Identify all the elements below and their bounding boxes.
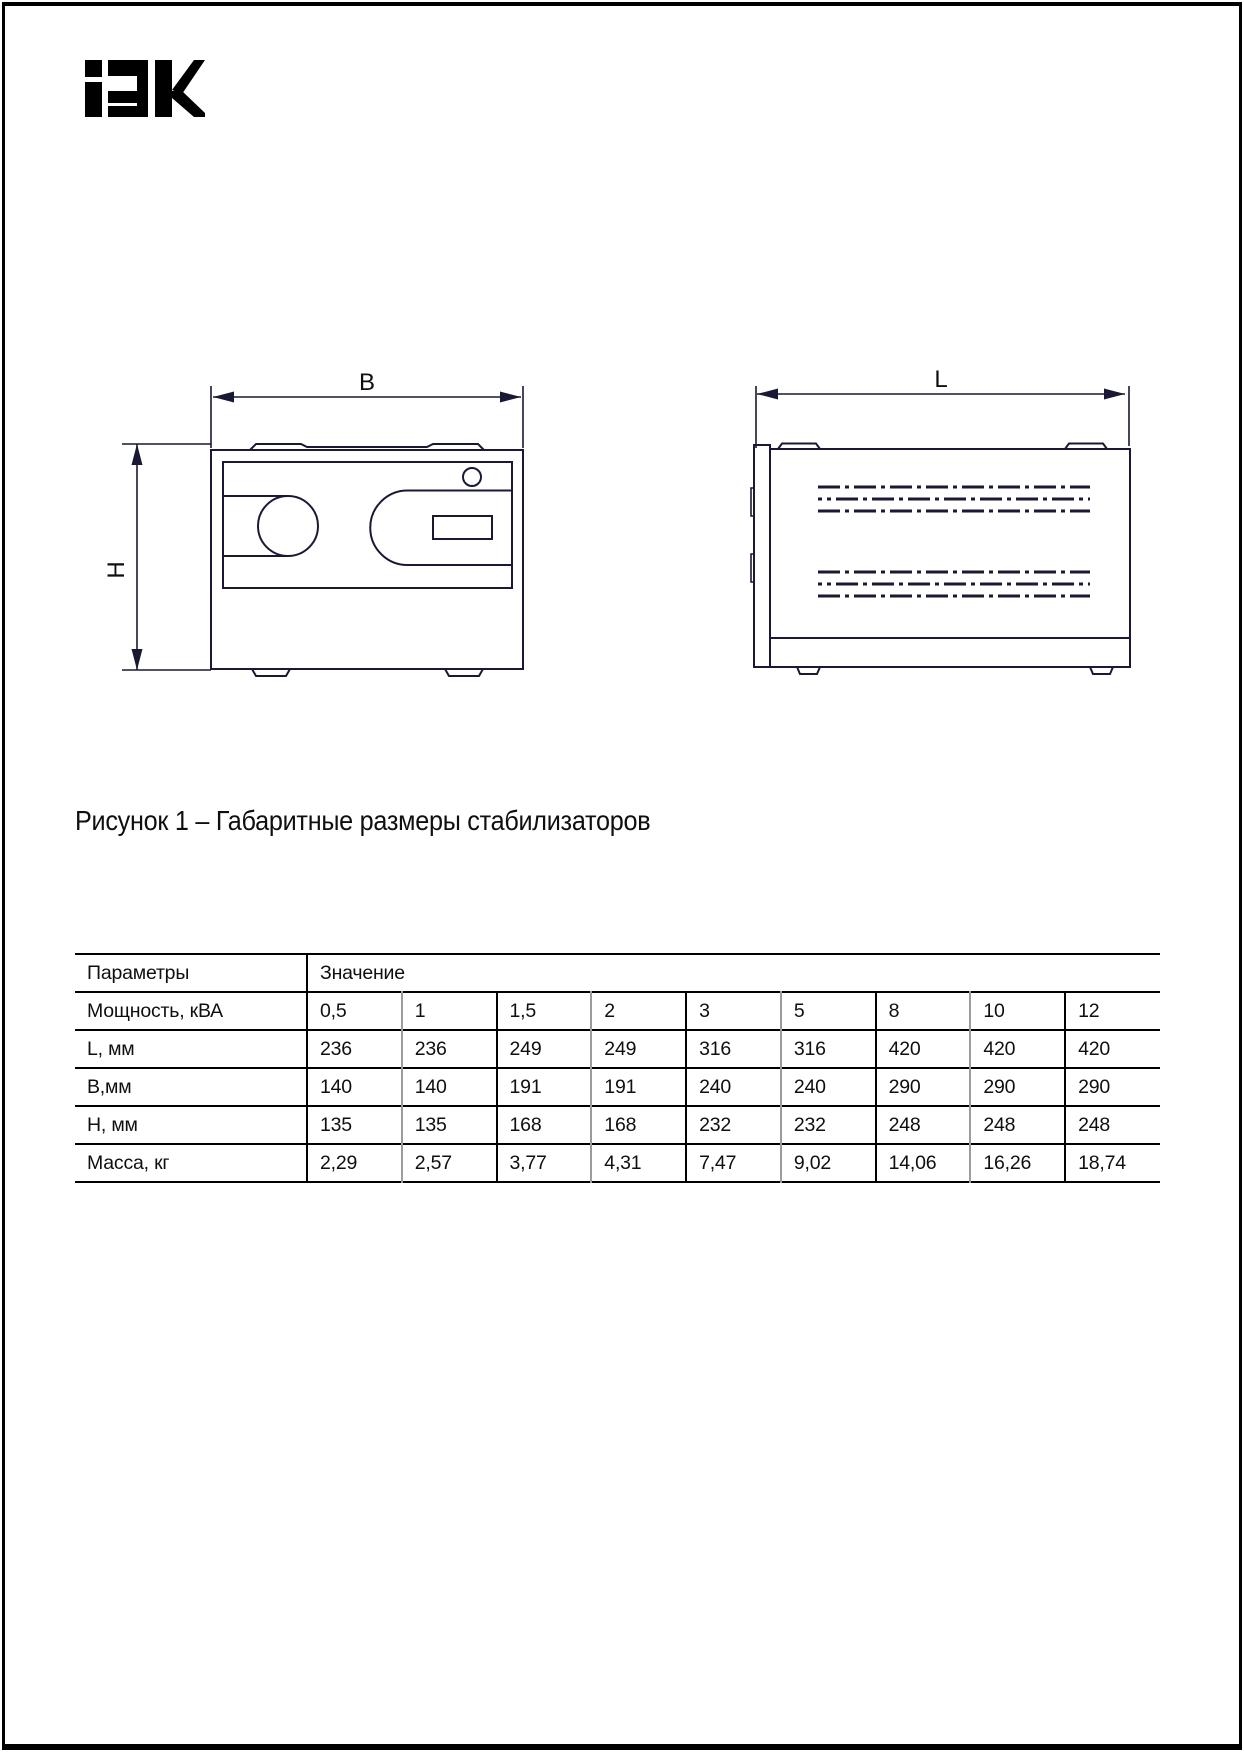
logo-i-dot: [85, 60, 102, 77]
side-front-bezel: [754, 445, 770, 667]
iek-logo-glyphs: [85, 60, 205, 117]
table-cell: 232: [686, 1106, 781, 1144]
dim-label-b: B: [358, 369, 376, 396]
display-window: [433, 516, 492, 539]
table-cell: 420: [970, 1030, 1065, 1068]
table-row-height: [75, 1106, 1160, 1144]
front-view-drawing: [80, 360, 560, 690]
table-cell: 249: [591, 1030, 686, 1068]
table-cell: 249: [497, 1030, 592, 1068]
table-cell: 290: [876, 1068, 971, 1106]
table-cell: 290: [1065, 1068, 1160, 1106]
table-cell: 236: [307, 1030, 402, 1068]
front-enclosure: [211, 450, 523, 669]
value-header-cell: Значение: [307, 954, 1160, 992]
logo-k-stem: [155, 60, 172, 117]
table-cell: 9,02: [781, 1144, 876, 1182]
table-cell: 420: [1065, 1030, 1160, 1068]
table-cell: 10: [970, 992, 1065, 1030]
table-cell: 420: [876, 1030, 971, 1068]
table-cell: 2,57: [402, 1144, 497, 1182]
table-cell: 12: [1065, 992, 1160, 1030]
table-cell: 1: [402, 992, 497, 1030]
dim-l-arrow-right: [1104, 389, 1125, 400]
dim-l-extension-lines: [756, 386, 1129, 448]
table-cell: 140: [307, 1068, 402, 1106]
table-cell: 290: [970, 1068, 1065, 1106]
table-row-power: [75, 992, 1160, 1030]
front-left-foot: [252, 669, 290, 676]
table-cell: 236: [402, 1030, 497, 1068]
table-cell: 140: [402, 1068, 497, 1106]
table-cell: 316: [686, 1030, 781, 1068]
dim-l-arrow-left: [757, 389, 778, 400]
dim-label-h: H: [103, 561, 130, 579]
logo-k-lower-arm: [172, 91, 205, 117]
table-cell: 4,31: [591, 1144, 686, 1182]
table-cell: 0,5: [307, 992, 402, 1030]
table-cell: 14,06: [876, 1144, 971, 1182]
front-view-body: [211, 444, 523, 676]
table-cell: 16,26: [970, 1144, 1065, 1182]
table-cell: 240: [686, 1068, 781, 1106]
figure-caption: Рисунок 1 – Габаритные размеры стабилизаторов: [75, 805, 651, 836]
table-cell: 316: [781, 1030, 876, 1068]
table-row-length: [75, 1030, 1160, 1068]
table-row-mass: [75, 1144, 1160, 1182]
table-header-row: [75, 954, 1160, 992]
iek-logo: [83, 60, 205, 117]
dim-label-l: L: [934, 366, 948, 393]
table-cell: 3: [686, 992, 781, 1030]
table-cell: 135: [402, 1106, 497, 1144]
row-label: Н, мм: [87, 1113, 138, 1136]
table-row-width: [75, 1068, 1160, 1106]
table-cell: 5: [781, 992, 876, 1030]
logo-e-right-stem: [137, 60, 148, 117]
logo-i-stem: [85, 82, 102, 117]
dim-b-arrow-left: [213, 392, 234, 403]
row-label: L, мм: [87, 1037, 135, 1060]
table-cell: 1,5: [497, 992, 592, 1030]
display-bezel: [370, 491, 512, 566]
front-right-foot: [445, 669, 483, 676]
row-label: Мощность, кВА: [87, 999, 223, 1022]
table-cell: 248: [876, 1106, 971, 1144]
side-view-body: [751, 444, 1130, 675]
side-view-dimensions: [756, 386, 1129, 448]
table-cell: 191: [591, 1068, 686, 1106]
table-cell: 191: [497, 1068, 592, 1106]
table-cell: 3,77: [497, 1144, 592, 1182]
table-cell: 232: [781, 1106, 876, 1144]
dim-b-arrow-right: [500, 392, 521, 403]
logo-e-middle-bar: [108, 91, 137, 103]
logo-k-upper-arm: [172, 60, 205, 94]
table-cell: 168: [497, 1106, 592, 1144]
dimensions-table: [75, 953, 1160, 1183]
table-cell: 168: [591, 1106, 686, 1144]
vent-louvres: [818, 487, 1090, 596]
side-view-drawing: [720, 360, 1170, 690]
dim-h-arrow-bottom: [132, 649, 143, 670]
row-label: Масса, кг: [87, 1151, 170, 1174]
table-cell: 248: [970, 1106, 1065, 1144]
dim-h-arrow-top: [132, 444, 143, 465]
table-cell: 248: [1065, 1106, 1160, 1144]
dim-h-extension-lines: [122, 444, 211, 670]
front-view-dimensions: [122, 386, 523, 670]
param-header-cell: Параметры: [87, 961, 190, 984]
table-cell: 2,29: [307, 1144, 402, 1182]
table-cell: 7,47: [686, 1144, 781, 1182]
page-border: [2, 2, 1242, 1750]
table-cell: 18,74: [1065, 1144, 1160, 1182]
table-cell: 135: [307, 1106, 402, 1144]
side-enclosure: [770, 449, 1130, 667]
indicator-led: [463, 468, 481, 486]
side-right-foot: [1090, 667, 1113, 674]
table-cell: 2: [591, 992, 686, 1030]
voltage-knob: [258, 496, 318, 556]
table-cell: 8: [876, 992, 971, 1030]
row-label: В,мм: [87, 1075, 132, 1098]
side-left-foot: [797, 667, 820, 674]
table-cell: 240: [781, 1068, 876, 1106]
